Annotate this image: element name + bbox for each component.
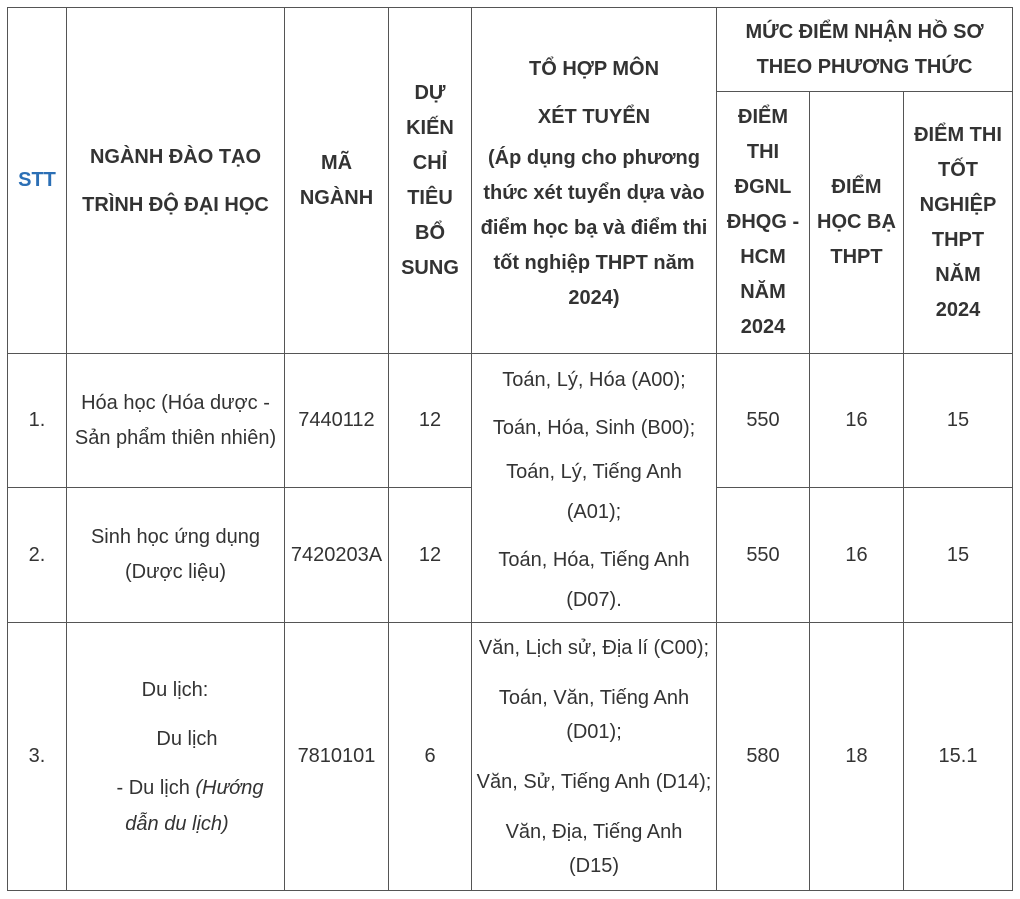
row-score-dgnl: 580 bbox=[717, 623, 810, 891]
combination-line: Toán, Lý, Tiếng Anh bbox=[506, 461, 682, 483]
combination-line: (D01); bbox=[566, 720, 622, 743]
combination-line: Toán, Hóa, Tiếng Anh bbox=[498, 549, 690, 571]
header-score-hocba-line: THPT bbox=[830, 246, 883, 268]
row-stt: 1. bbox=[8, 354, 67, 488]
row-score-hocba: 16 bbox=[810, 488, 904, 623]
header-quota bbox=[389, 8, 472, 354]
header-quota-line: DỰ bbox=[414, 81, 446, 104]
combination-line: (D07). bbox=[566, 589, 622, 611]
row-score-dgnl: 550 bbox=[717, 354, 810, 488]
row-major-sub-italic: dẫn du lịch) bbox=[125, 812, 229, 835]
row-major-sub bbox=[69, 770, 281, 806]
header-score-hocba-line: HỌC BẠ bbox=[817, 211, 896, 233]
header-major bbox=[67, 8, 285, 354]
header-combination-note: 2024) bbox=[568, 287, 620, 309]
header-score-dgnl bbox=[717, 92, 810, 354]
header-score-thpt-line: THPT bbox=[931, 228, 985, 251]
header-combination bbox=[472, 8, 717, 354]
row-score-dgnl: 550 bbox=[717, 488, 810, 623]
header-score-dgnl-line: ĐIỂM bbox=[738, 106, 788, 128]
header-quota-line: BỔ bbox=[415, 221, 445, 244]
row-major-sub-text: - Du lịch bbox=[116, 776, 196, 799]
header-score-dgnl-line: NĂM bbox=[740, 281, 786, 303]
combination-line: Văn, Sử, Tiếng Anh (D14); bbox=[476, 770, 712, 793]
row-score-thpt: 15 bbox=[904, 354, 1013, 488]
row-major-line: Hóa học (Hóa dược - bbox=[81, 391, 270, 414]
header-major-line: TRÌNH ĐỘ ĐẠI HỌC bbox=[82, 193, 269, 216]
header-quota-line: SUNG bbox=[401, 256, 459, 279]
row-major bbox=[67, 623, 285, 891]
row-score-hocba: 18 bbox=[810, 623, 904, 891]
header-score-group-line: THEO PHƯƠNG THỨC bbox=[756, 55, 973, 78]
row-score-thpt: 15.1 bbox=[904, 623, 1013, 891]
row-code: 7420203A bbox=[285, 488, 389, 623]
row-major-sub-italic: (Hướng bbox=[195, 776, 264, 799]
header-score-thpt-line: NGHIỆP bbox=[919, 193, 997, 216]
header-score-thpt bbox=[904, 92, 1013, 354]
combination-line: Toán, Văn, Tiếng Anh bbox=[498, 686, 690, 709]
header-score-thpt-line: ĐIỂM THI bbox=[914, 123, 1002, 146]
header-quota-line: KIẾN bbox=[406, 116, 454, 139]
header-combination-note: tốt nghiệp THPT năm bbox=[493, 252, 695, 274]
header-code-line: MÃ bbox=[320, 151, 353, 174]
header-major-line: NGÀNH ĐÀO TẠO bbox=[89, 145, 262, 168]
row-major-sub: Du lịch bbox=[156, 727, 218, 750]
header-score-dgnl-line: ĐGNL bbox=[734, 176, 792, 198]
admission-table bbox=[7, 7, 1013, 891]
combination-line: Văn, Địa, Tiếng Anh bbox=[505, 820, 683, 843]
header-score-hocba-line: ĐIỂM bbox=[831, 176, 882, 198]
header-score-hocba bbox=[810, 92, 904, 354]
row-code: 7810101 bbox=[285, 623, 389, 891]
header-score-dgnl-line: 2024 bbox=[740, 316, 786, 338]
header-quota-line: CHỈ bbox=[412, 151, 448, 174]
header-score-thpt-line: 2024 bbox=[935, 298, 981, 321]
header-code bbox=[285, 8, 389, 354]
combination-line: Toán, Lý, Hóa (A00); bbox=[502, 369, 686, 391]
header-score-dgnl-line: ĐHQG - bbox=[726, 211, 800, 233]
row-quota: 12 bbox=[389, 488, 472, 623]
header-score-group bbox=[717, 8, 1013, 92]
combination-line: Văn, Lịch sử, Địa lí (C00); bbox=[478, 636, 710, 659]
row-score-thpt: 15 bbox=[904, 488, 1013, 623]
header-code-line: NGÀNH bbox=[299, 186, 374, 209]
table-row bbox=[8, 623, 1013, 891]
row-combinations bbox=[472, 354, 717, 623]
row-major bbox=[67, 354, 285, 488]
header-combination-line: XÉT TUYỂN bbox=[537, 106, 651, 128]
header-score-dgnl-line: THI bbox=[746, 141, 780, 163]
row-combinations bbox=[472, 623, 717, 891]
combination-line: Toán, Hóa, Sinh (B00); bbox=[492, 417, 696, 439]
header-score-thpt-line: NĂM bbox=[935, 263, 981, 286]
combination-line: (A01); bbox=[566, 501, 622, 523]
row-major bbox=[67, 488, 285, 623]
header-stt: STT bbox=[8, 8, 67, 354]
table-row bbox=[8, 354, 1013, 488]
row-major-line: (Dược liệu) bbox=[125, 561, 226, 583]
header-quota-line: TIÊU bbox=[407, 186, 453, 209]
row-major-title: Du lịch: bbox=[141, 678, 209, 701]
row-code: 7440112 bbox=[285, 354, 389, 488]
header-score-thpt-line: TỐT bbox=[938, 158, 978, 181]
header-score-dgnl-line: HCM bbox=[740, 246, 786, 268]
combination-line: (D15) bbox=[568, 854, 619, 877]
row-quota: 12 bbox=[389, 354, 472, 488]
row-stt: 3. bbox=[8, 623, 67, 891]
row-major-line: Sinh học ứng dụng bbox=[90, 526, 261, 548]
header-score-group-line: MỨC ĐIỂM NHẬN HỒ SƠ bbox=[745, 20, 984, 43]
row-quota: 6 bbox=[389, 623, 472, 891]
header-combination-note: điểm học bạ và điểm thi bbox=[480, 217, 708, 239]
header-combination-line: TỔ HỢP MÔN bbox=[528, 58, 660, 80]
row-stt: 2. bbox=[8, 488, 67, 623]
row-score-hocba: 16 bbox=[810, 354, 904, 488]
header-combination-note: thức xét tuyển dựa vào bbox=[483, 182, 705, 204]
row-major-line: Sản phẩm thiên nhiên) bbox=[74, 426, 277, 449]
header-combination-note: (Áp dụng cho phương bbox=[488, 147, 700, 169]
